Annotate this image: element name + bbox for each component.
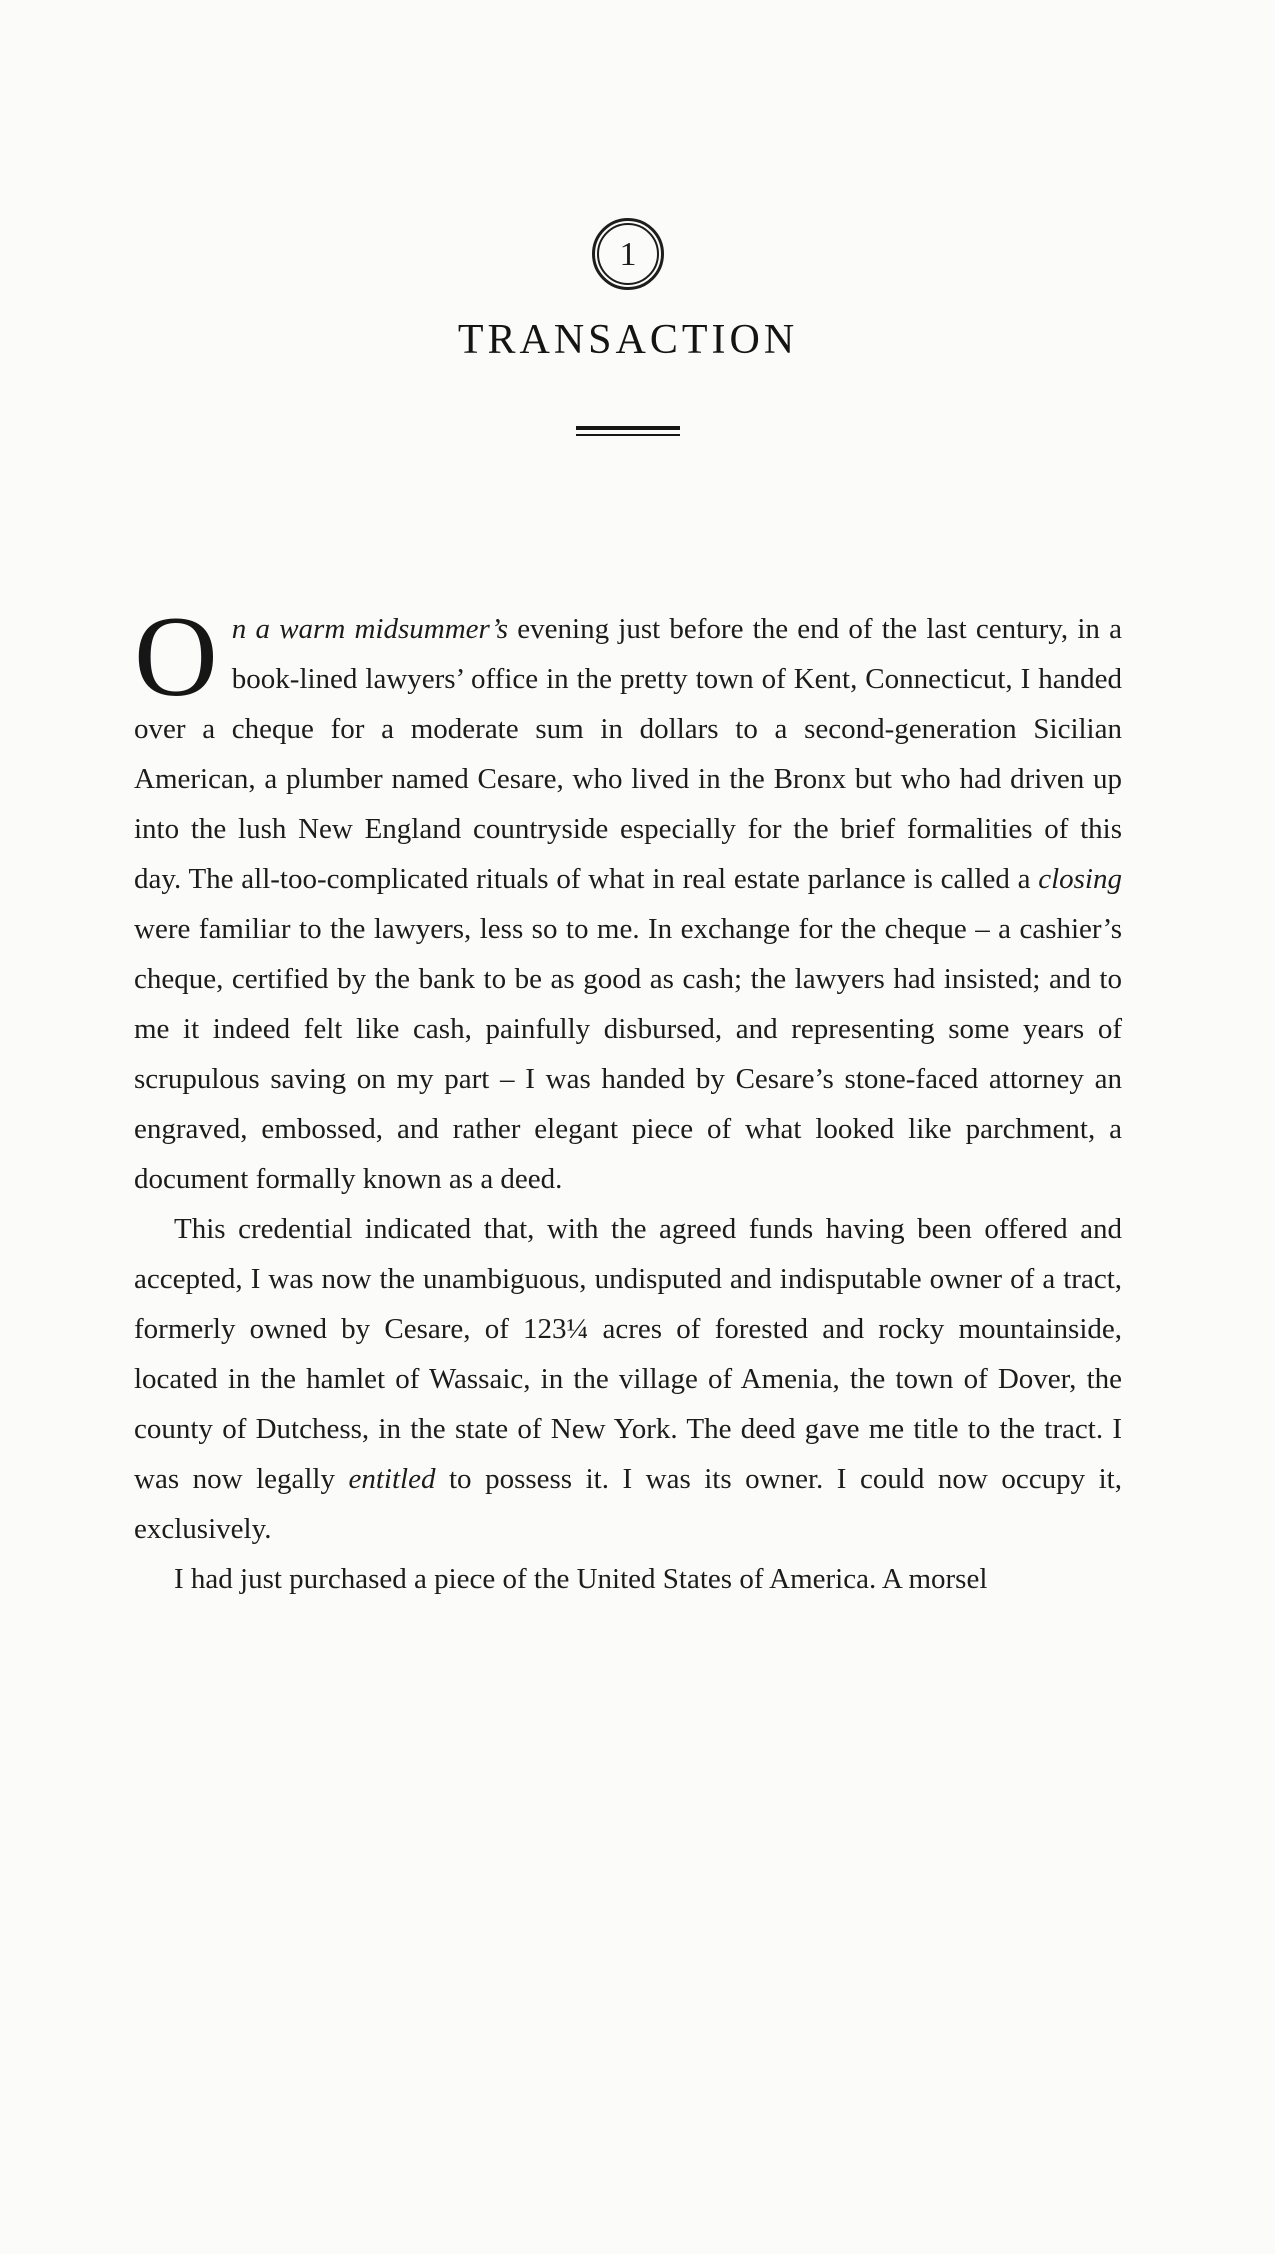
paragraph-3-text: I had just purchased a piece of the United States of America. A morsel xyxy=(174,1563,988,1595)
chapter-title: TRANSACTION xyxy=(457,317,799,363)
italic-word-entitled: entitled xyxy=(348,1463,436,1495)
divider-rule-thin xyxy=(576,434,680,436)
paragraph-3 xyxy=(134,1554,1122,1604)
chapter-header xyxy=(134,218,1122,436)
section-divider xyxy=(576,426,680,436)
paragraph-1-text-a: evening just before the end of the last century, in a book-lined lawyers’ office in the pretty town of Kent, Connecticut, I handed over a cheque for a moderate sum in dollars to a second-generation Sicilian American, a plumber named Cesare, who lived in the Bronx but who had driven up into the lush New England countryside especially for the brief formalities of this day. The all-too-complicated rituals of what in real estate parlance is called a xyxy=(134,613,1122,895)
body-text xyxy=(134,593,1122,1604)
italic-word-closing: closing xyxy=(1038,863,1122,895)
paragraph-1-text-b: were familiar to the lawyers, less so to me. In exchange for the cheque – a cashier’s cheque, certified by the bank to be as good as cash; the lawyers had insisted; and to me it indeed felt like cash, painfully disbursed, and representing some years of scrupulous saving on my part – I was handed by Cesare’s stone-faced attorney an engraved, embossed, and rather elegant piece of what looked like parchment, a document formally known as a deed. xyxy=(134,913,1122,1195)
divider-rule-thick xyxy=(576,426,680,430)
paragraph-2-text-b: to possess it. I was its owner. I could now occupy it, exclusively. xyxy=(134,1463,1122,1545)
italic-lead-in: n a warm midsummer’s xyxy=(231,613,509,645)
paragraph-2 xyxy=(134,1204,1122,1554)
chapter-number-badge xyxy=(592,218,664,290)
paragraph-2-text-a: This credential indicated that, with the agreed funds having been offered and accepted, I was now the unambiguous, undisputed and indisputable owner of a tract, formerly owned by Cesare, of 123¼ acres of forested and rocky mountainside, located in the hamlet of Wassaic, in the village of Amenia, the town of Dover, the county of Dutchess, in the state of New York. The deed gave me title to the tract. I was now legally xyxy=(134,1213,1122,1495)
chapter-number: 1 xyxy=(619,236,637,273)
book-page xyxy=(134,218,1122,1604)
drop-cap: O xyxy=(134,593,218,721)
paragraph-1 xyxy=(134,593,1122,1204)
